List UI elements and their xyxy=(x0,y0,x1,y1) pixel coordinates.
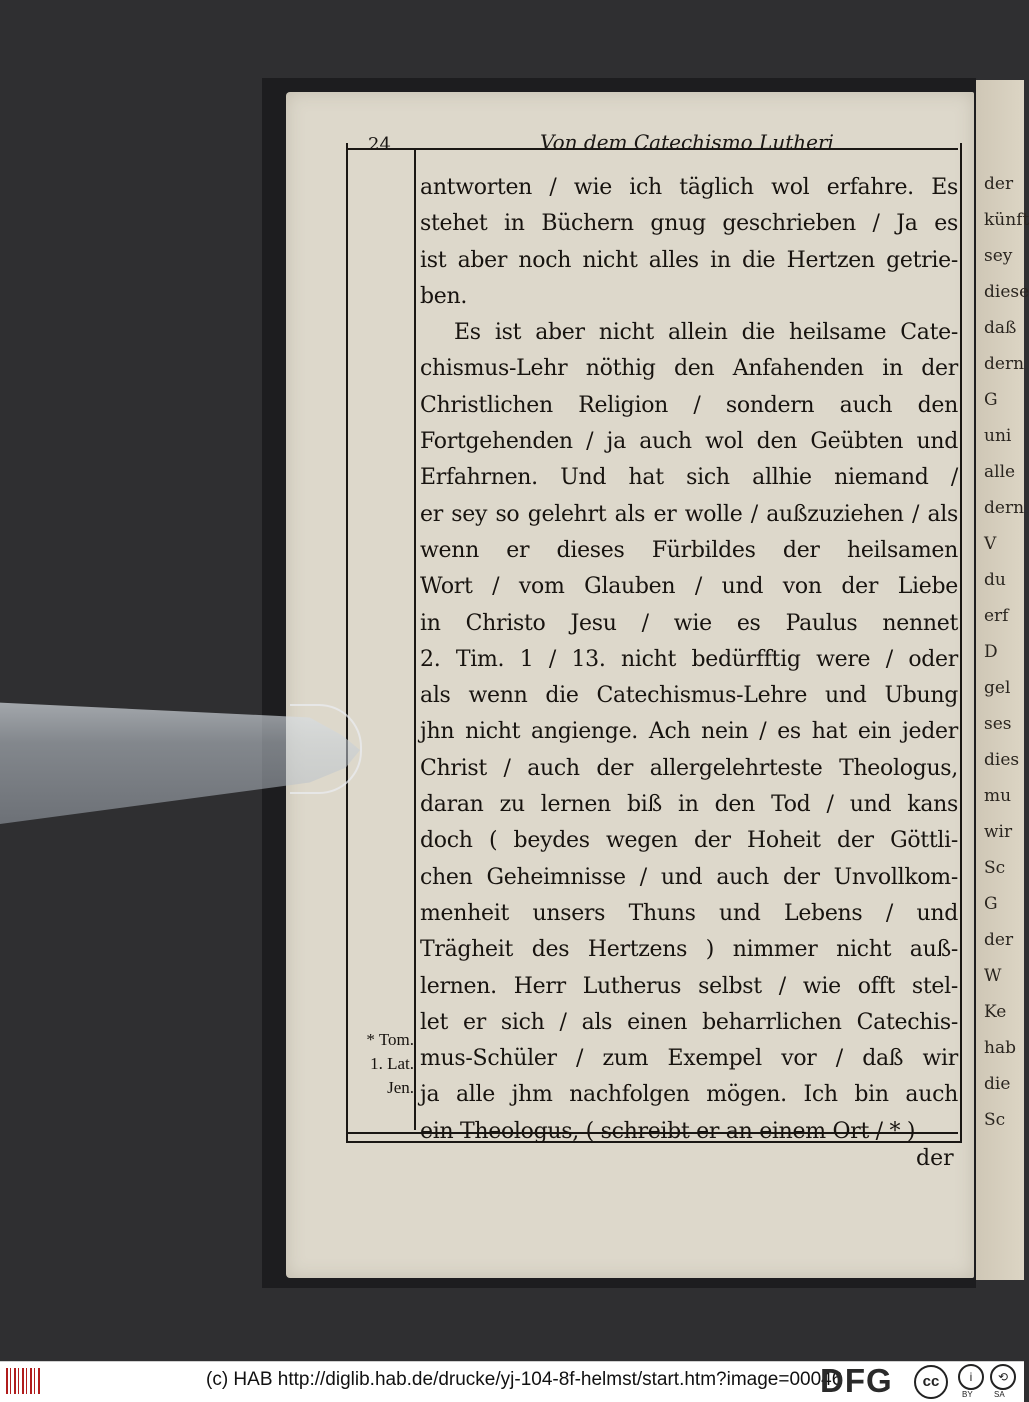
facing-page-fragment: dern xyxy=(984,498,1025,518)
facing-page-fragment: Sc xyxy=(984,858,1006,878)
text-line: Erfahrnen. Und hat sich allhie niemand / xyxy=(420,465,958,491)
text-line: Es ist aber nicht allein die heilsame Cate- xyxy=(454,320,958,346)
facing-page-fragment: du xyxy=(984,570,1006,590)
marginal-note-line: * Tom. xyxy=(366,1030,414,1049)
marginal-note-line: 1. Lat. xyxy=(370,1054,414,1073)
text-line: chismus-Lehr nöthig den Anfahenden in der xyxy=(420,356,958,382)
by-label: BY xyxy=(962,1390,973,1399)
text-line: menheit unsers Thuns und Lebens / und xyxy=(420,900,958,926)
text-line: Christ / auch der allergelehrteste Theologus, xyxy=(420,755,958,781)
cc-icon[interactable]: cc xyxy=(914,1365,948,1399)
text-line: ja alle jhm nachfolgen mögen. Ich bin auch xyxy=(420,1082,958,1108)
facing-page-fragment: daß xyxy=(984,318,1017,338)
text-line: Wort / vom Glauben / und von der Liebe xyxy=(420,574,958,600)
facing-page-fragment: ses xyxy=(984,714,1012,734)
sa-label: SA xyxy=(994,1390,1005,1399)
facing-page-fragment: Ke xyxy=(984,1002,1007,1022)
facing-page-fragment: G xyxy=(984,894,998,914)
text-line: ein Theologus, ( schreibt er an einem Ort / * ) xyxy=(420,1118,916,1144)
facing-page-fragment: wir xyxy=(984,822,1013,842)
facing-page-fragment: diese xyxy=(984,282,1029,302)
facing-page-fragment: D xyxy=(984,642,998,662)
catchword: der xyxy=(916,1146,954,1171)
text-line: ist aber noch nicht alles in die Hertzen getrie- xyxy=(420,247,958,273)
text-line: mus-Schüler / zum Exempel vor / daß wir xyxy=(420,1046,958,1072)
by-icon: i xyxy=(958,1364,984,1390)
marginal-note-line: Jen. xyxy=(387,1078,414,1097)
text-line: Fortgehenden / ja auch wol den Geübten und xyxy=(420,429,958,455)
text-line: let er sich / als einen beharrlichen Catechis- xyxy=(420,1009,958,1035)
facing-page-fragment: erf xyxy=(984,606,1009,626)
marginal-note xyxy=(348,1028,414,1100)
text-line: chen Geheimnisse / und auch der Unvollkom- xyxy=(420,864,958,890)
sa-icon: ⟲ xyxy=(990,1364,1016,1390)
facing-page-fragment: hab xyxy=(984,1038,1016,1058)
facing-page-fragment: alle xyxy=(984,462,1016,482)
barcode-icon xyxy=(6,1368,40,1394)
text-line: lernen. Herr Lutherus selbst / wie offt stel- xyxy=(420,973,958,999)
text-line: antworten / wie ich täglich wol erfahre. Es xyxy=(420,175,958,200)
text-line: als wenn die Catechismus-Lehre und Ubung xyxy=(420,683,958,709)
text-line: stehet in Büchern gnug geschrieben / Ja es xyxy=(420,211,958,237)
text-line: wenn er dieses Fürbildes der heilsamen xyxy=(420,537,958,563)
text-line: in Christo Jesu / wie es Paulus nennet xyxy=(420,610,958,636)
text-line: 2. Tim. 1 / 13. nicht bedürfftig were / oder xyxy=(420,646,958,672)
page-number: 24 xyxy=(368,134,391,155)
text-line: jhn nicht angienge. Ach nein / es hat ein jeder xyxy=(420,719,958,745)
text-line: er sey so gelehrt als er wolle / außzuziehen / als xyxy=(420,501,958,527)
facing-page-fragment: künft xyxy=(984,210,1029,230)
facing-page-fragment: die xyxy=(984,1074,1011,1094)
facing-page-fragment: dies xyxy=(984,750,1020,770)
text-line: doch ( beydes wegen der Hoheit der Göttli- xyxy=(420,828,958,854)
facing-page-fragment: W xyxy=(984,966,1002,986)
text-line: Christlichen Religion / sondern auch den xyxy=(420,392,958,418)
body-text xyxy=(420,170,958,1150)
margin-divider xyxy=(414,148,416,1130)
dfg-logo: DFG xyxy=(820,1362,893,1399)
facing-page-fragment: uni xyxy=(984,426,1012,446)
facing-page-fragment: G xyxy=(984,390,998,410)
facing-page-fragment: Sc xyxy=(984,1110,1006,1130)
facing-page-fragment: mu xyxy=(984,786,1012,806)
facing-page-fragment: dern xyxy=(984,354,1025,374)
facing-page-fragment: der xyxy=(984,930,1014,950)
facing-page-fragment: der xyxy=(984,174,1014,194)
text-line: daran zu lernen biß in den Tod / und kans xyxy=(420,792,958,818)
facing-page-fragment: V xyxy=(984,534,997,554)
facing-page xyxy=(968,80,1029,1280)
text-line: Trägheit des Hertzens ) nimmer nicht auß- xyxy=(420,937,958,963)
facing-page-fragment: gel xyxy=(984,678,1011,698)
text-line: ben. xyxy=(420,283,468,309)
credit-text[interactable]: (c) HAB http://diglib.hab.de/drucke/yj-104-8f-helmst/start.htm?image=00046 xyxy=(206,1369,843,1390)
running-head: Von dem Catechismo Lutheri xyxy=(540,130,834,154)
facing-page-fragment: sey xyxy=(984,246,1013,266)
